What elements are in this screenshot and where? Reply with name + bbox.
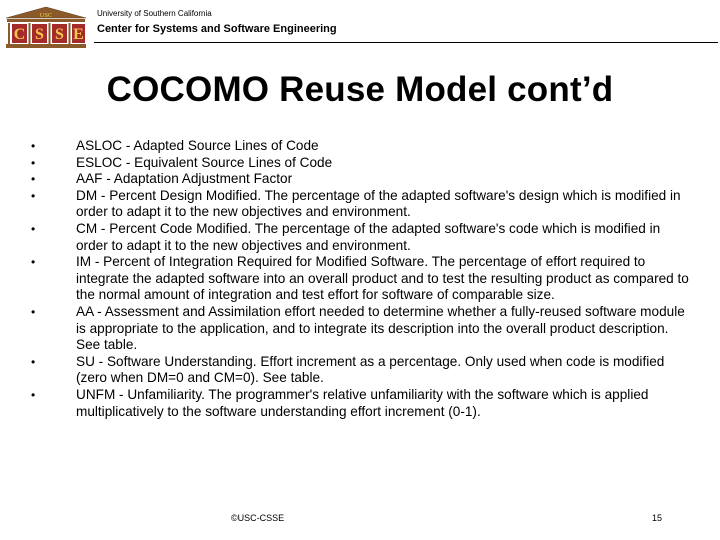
logo-letter-e: E xyxy=(73,26,84,43)
logo-beam xyxy=(7,19,85,22)
slide-title: COCOMO Reuse Model cont’d xyxy=(106,70,614,109)
university-name: University of Southern California xyxy=(97,9,212,18)
bullet-aaf: • AAF - Adaptation Adjustment Factor xyxy=(30,171,690,188)
logo-usc-text: USC xyxy=(39,12,53,19)
bullet-asloc: • ASLOC - Adapted Source Lines of Code xyxy=(30,138,690,155)
logo-column xyxy=(8,23,10,44)
bullet-dm: • DM - Percent Design Modified. The percentage of the adapted software's design which is modified in order to adapt it to the new objectives and environment. xyxy=(30,188,690,221)
bullet-unfm: • UNFM - Unfamiliarity. The programmer's relative unfamiliarity with the software which is applied multiplicatively to the software understanding effort increment (0-1). xyxy=(30,387,690,420)
logo-letter-s1: S xyxy=(35,26,44,43)
logo-letter-c: C xyxy=(13,26,26,43)
bullet-aa: • AA - Assessment and Assimilation effort needed to determine whether a fully-reused software module is appropriate to the application, and to integrate its description into the overall product description. See table. xyxy=(30,304,690,354)
center-name: Center for Systems and Software Engineering xyxy=(97,23,337,35)
bullet-cm: • CM - Percent Code Modified. The percentage of the adapted software's code which is modified in order to adapt it to the new objectives and environment. xyxy=(30,221,690,254)
footer-copyright: ©USC-CSSE xyxy=(231,513,285,523)
header-divider xyxy=(94,42,718,43)
bullet-esloc: • ESLOC - Equivalent Source Lines of Code xyxy=(30,155,690,172)
page-number: 15 xyxy=(652,513,663,523)
logo-column xyxy=(69,23,71,44)
logo-letter-s2: S xyxy=(55,26,64,43)
bullet-im: • IM - Percent of Integration Required for Modified Software. The percentage of effort required to integrate the adapted software into an overall product and to test the resulting product as compared to the normal amount of integration and test effort for software of comparable size. xyxy=(30,254,690,304)
logo-column xyxy=(29,23,31,44)
usc-csse-logo xyxy=(4,6,88,50)
bullet-su: • SU - Software Understanding. Effort increment as a percentage. Only used when code is modified (zero when DM=0 and CM=0). See table. xyxy=(30,354,690,387)
definition-list xyxy=(30,138,690,420)
logo-base xyxy=(6,44,86,48)
logo-column xyxy=(49,23,51,44)
